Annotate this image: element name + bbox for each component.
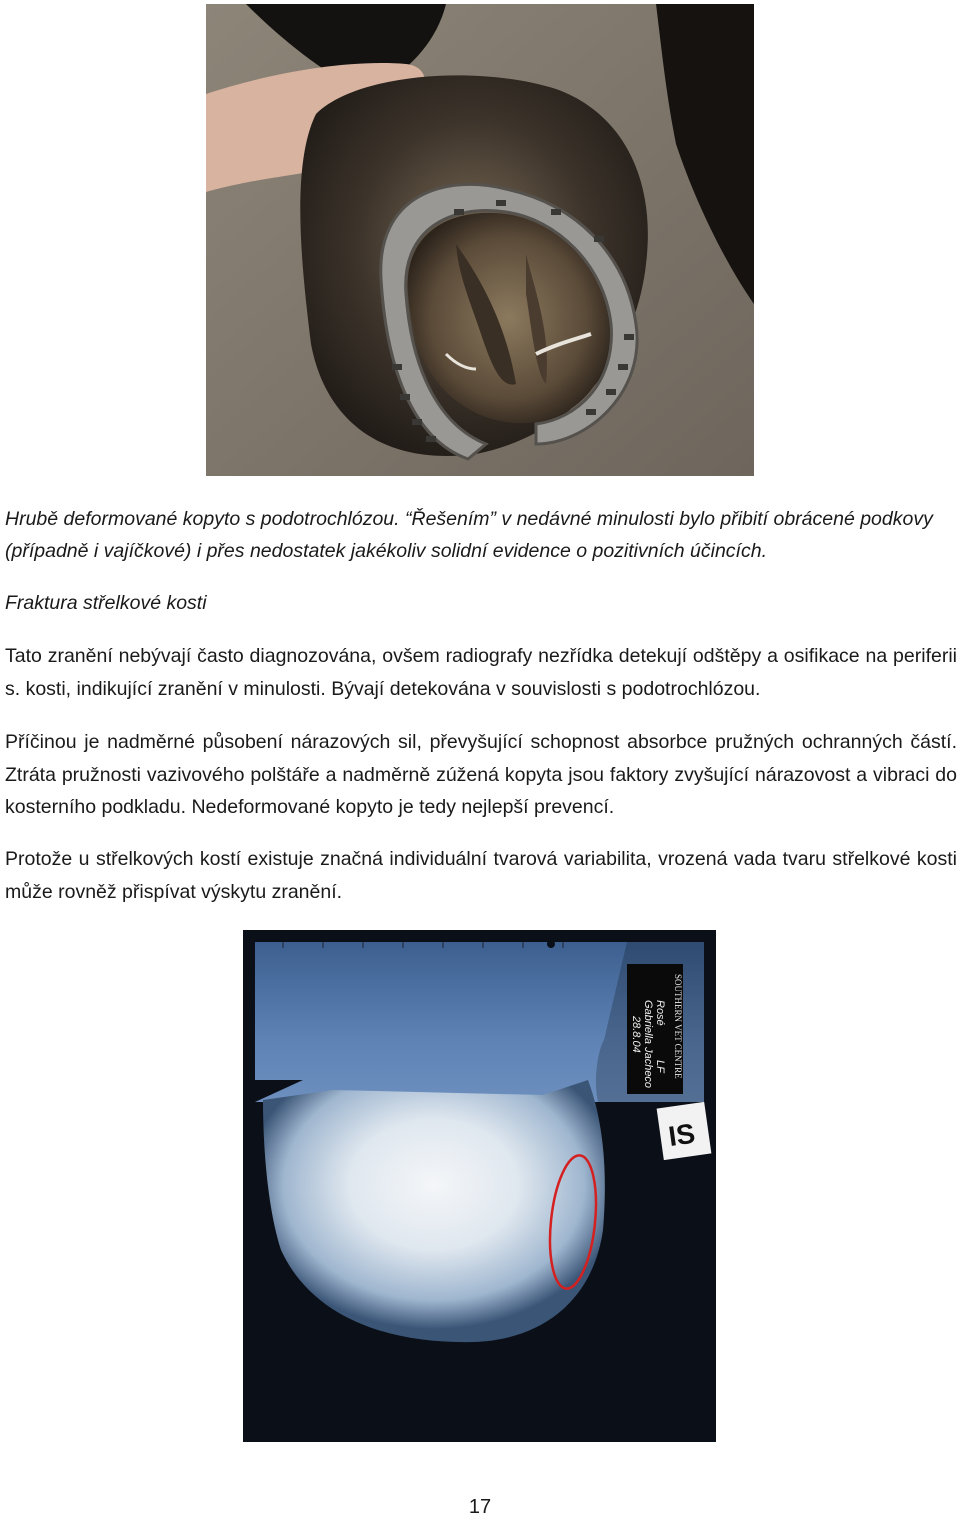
hoof-photo-illustration — [206, 4, 754, 476]
section-heading: Fraktura střelkové kosti — [5, 592, 207, 614]
paragraph: Příčinou je nadměrné působení nárazových sil, převyšující schopnost absorbce pružných ochranných částí. Ztráta pružnosti vazivového polštáře a nadměrně zúžená kopyta jsou faktory zvyšující nárazovost a vibraci do kosterního podkladu. Nedeformované kopyto je tedy nejlepší prevencí. — [5, 731, 957, 818]
photo-caption: Hrubě deformované kopyto s podotrochlózou. “Řešením” v nedávné minulosti bylo přibití obrácené podkovy (případně i vajíčkové) i přes nedostatek jakékoliv solidní evidence o pozitivních účincích. — [5, 508, 933, 562]
xray-marker-label: IS — [666, 1117, 698, 1153]
radiograph-illustration — [243, 930, 716, 1442]
xray-side-label: LF — [654, 1060, 666, 1073]
hoof-photo — [206, 4, 754, 476]
radiograph-image — [243, 930, 716, 1442]
xray-clinic-label: SOUTHERN VET CENTRE — [673, 974, 683, 1079]
xray-date-label: 28.8.04 — [630, 1016, 642, 1053]
xray-owner-label: Gabriella Jacheco — [642, 1000, 654, 1089]
paragraph: Tato zranění nebývají často diagnozována, ovšem radiografy nezřídka detekují odštěpy a osifikace na periferii s. kosti, indikující zranění v minulosti. Bývají detekována v souvislosti s podotrochlózou. — [5, 645, 957, 700]
paragraph: Protože u střelkových kostí existuje značná individuální tvarová variabilita, vrozená vada tvaru střelkové kosti může rovněž přispívat výskytu zranění. — [5, 848, 957, 903]
page-number: 17 — [468, 1496, 492, 1518]
xray-patient-label: Rosé — [654, 1000, 666, 1026]
